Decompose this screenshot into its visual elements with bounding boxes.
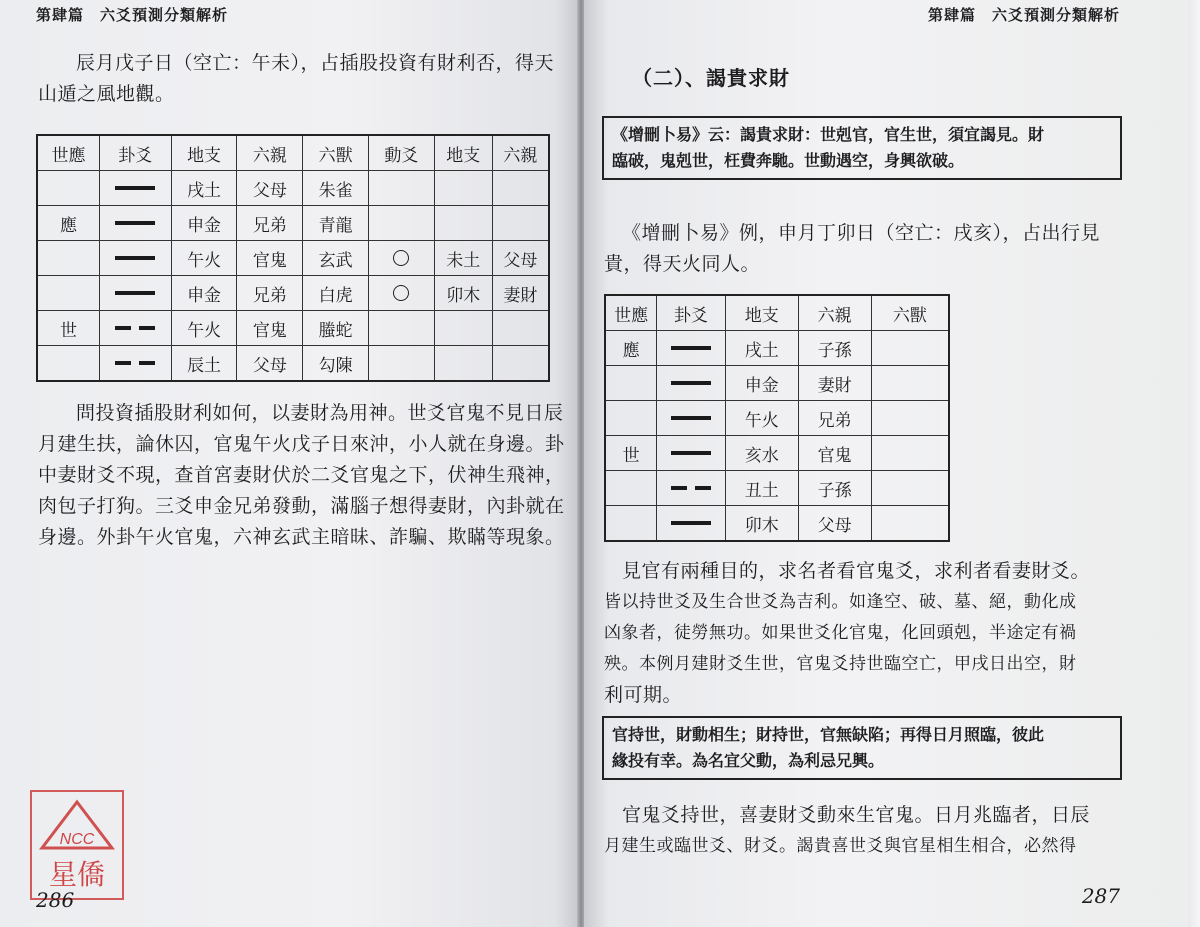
table-row (605, 366, 949, 401)
table-cell (605, 506, 657, 542)
yin-line-icon (671, 486, 711, 490)
page-number: 287 (1081, 884, 1120, 908)
svg-text:星僑: 星僑 (48, 858, 106, 891)
table-cell (434, 311, 492, 346)
table-cell: 戌土 (171, 171, 237, 206)
table-cell: 父母 (237, 346, 303, 382)
yang-line-icon (115, 256, 155, 260)
table-cell (37, 346, 99, 382)
table-cell (871, 401, 949, 436)
table-cell: 丑土 (725, 471, 798, 506)
text-line: 中妻財爻不現，查首宮妻財伏於二爻官鬼之下，伏神生飛神， (38, 464, 565, 486)
table-cell: 妻財 (492, 276, 549, 311)
table-cell (871, 436, 949, 471)
table-cell (368, 206, 434, 241)
publisher-stamp (30, 790, 124, 900)
page-number: 286 (36, 888, 75, 912)
stamp-logo (32, 792, 122, 898)
table-row (605, 436, 949, 471)
table-row (37, 346, 549, 382)
running-header: 第肆篇 六爻預測分類解析 (927, 6, 1120, 24)
table-cell: 妻財 (798, 366, 871, 401)
hexagram-table (36, 134, 550, 382)
table-cell: 兄弟 (237, 206, 303, 241)
table-cell: 兄弟 (798, 401, 871, 436)
moving-line-cell (368, 241, 434, 276)
table-row (37, 171, 549, 206)
hexagram-table (604, 294, 950, 542)
table-cell: 戌土 (725, 331, 798, 366)
table-cell (492, 346, 549, 382)
table-cell: 申金 (171, 276, 237, 311)
column-header: 世應 (605, 295, 657, 331)
table-cell (871, 471, 949, 506)
table-cell: 未土 (434, 241, 492, 276)
table-cell: 應 (605, 331, 657, 366)
text-line: 官持世，財動相生；財持世，官無缺陷；再得日月照臨，彼此 (612, 725, 1045, 744)
analysis-paragraph (604, 556, 1142, 711)
text-line: 身邊。外卦午火官鬼，六神玄武主暗昧、詐騙、欺瞞等現象。 (38, 526, 565, 548)
table-cell: 白虎 (303, 276, 369, 311)
table-cell: 午火 (171, 241, 237, 276)
yang-line-icon (657, 506, 726, 542)
table-cell (37, 241, 99, 276)
table-cell: 官鬼 (237, 241, 303, 276)
yang-line-icon (657, 331, 726, 366)
table-cell (434, 206, 492, 241)
yin-line-icon (657, 471, 726, 506)
left-page (0, 0, 578, 927)
text-line: 皆以持世爻及生合世爻為吉利。如逢空、破、墓、絕，動化成 (604, 592, 1077, 612)
text-line: 利可期。 (604, 684, 683, 706)
table-cell: 午火 (725, 401, 798, 436)
table-cell: 世 (605, 436, 657, 471)
table-row (37, 241, 549, 276)
table-cell: 官鬼 (798, 436, 871, 471)
yin-line-icon (115, 326, 155, 330)
table-cell: 子孫 (798, 471, 871, 506)
table-cell (368, 346, 434, 382)
moving-line-circle-icon (393, 250, 409, 266)
table-row (37, 276, 549, 311)
text-line: 《增刪卜易》例，申月丁卯日（空亡：戌亥），占出行見 (622, 222, 1101, 244)
table-cell: 玄武 (303, 241, 369, 276)
example-paragraph (604, 218, 1142, 280)
table-cell (871, 331, 949, 366)
quote-box (602, 116, 1122, 180)
yang-line-icon (671, 451, 711, 455)
table-cell: 官鬼 (237, 311, 303, 346)
table-row (605, 506, 949, 542)
column-header: 地支 (434, 135, 492, 171)
table-cell: 螣蛇 (303, 311, 369, 346)
text-line: 緣投有幸。為名宜父動，為利忌兄興。 (612, 751, 885, 770)
table-cell (37, 276, 99, 311)
column-header: 六獸 (871, 295, 949, 331)
column-header: 地支 (725, 295, 798, 331)
yin-line-icon (115, 361, 155, 365)
table-cell (434, 346, 492, 382)
column-header: 世應 (37, 135, 99, 171)
text-line: 貴，得天火同人。 (604, 253, 761, 275)
table-cell: 卯木 (434, 276, 492, 311)
yang-line-icon (99, 206, 171, 241)
table-cell: 亥水 (725, 436, 798, 471)
table-cell: 青龍 (303, 206, 369, 241)
column-header: 地支 (171, 135, 237, 171)
table-cell (434, 171, 492, 206)
table-row (605, 331, 949, 366)
table-cell (492, 311, 549, 346)
column-header: 六親 (798, 295, 871, 331)
text-line: 見官有兩種目的，求名者看官鬼爻，求利者看妻財爻。 (622, 560, 1091, 582)
yang-line-icon (657, 401, 726, 436)
yang-line-icon (657, 366, 726, 401)
table-cell (871, 506, 949, 542)
table-cell (871, 366, 949, 401)
yang-line-icon (671, 346, 711, 350)
table-cell: 世 (37, 311, 99, 346)
table-cell: 勾陳 (303, 346, 369, 382)
table-header-row (37, 135, 549, 171)
text-line: 官鬼爻持世，喜妻財爻動來生官鬼。日月兆臨者，日辰 (622, 804, 1091, 826)
table-cell: 父母 (492, 241, 549, 276)
column-header: 六親 (492, 135, 549, 171)
table-cell: 辰土 (171, 346, 237, 382)
table-cell (605, 366, 657, 401)
table-cell (605, 471, 657, 506)
yang-line-icon (99, 276, 171, 311)
table-cell: 朱雀 (303, 171, 369, 206)
text-line: 問投資插股財利如何，以妻財為用神。世爻官鬼不見日辰 (76, 402, 564, 424)
column-header: 六親 (237, 135, 303, 171)
closing-paragraph (604, 800, 1142, 862)
table-cell: 午火 (171, 311, 237, 346)
text-line: 殃。本例月建財爻生世，官鬼爻持世臨空亡，甲戌日出空，財 (604, 654, 1077, 674)
table-row (37, 206, 549, 241)
quote-box (602, 716, 1122, 780)
column-header: 動爻 (368, 135, 434, 171)
table-cell (368, 171, 434, 206)
section-title: （二）、謁貴求財 (632, 66, 790, 90)
table-row (605, 401, 949, 436)
table-cell: 父母 (798, 506, 871, 542)
table-cell (368, 311, 434, 346)
text-line: 臨破，鬼剋世，枉費奔馳。世動遇空，身興欲破。 (612, 151, 965, 170)
yang-line-icon (99, 171, 171, 206)
table-row (37, 311, 549, 346)
table-cell (37, 171, 99, 206)
table-cell: 卯木 (725, 506, 798, 542)
table-cell: 子孫 (798, 331, 871, 366)
table-cell: 兄弟 (237, 276, 303, 311)
table-cell (492, 206, 549, 241)
moving-line-cell (368, 276, 434, 311)
yang-line-icon (99, 241, 171, 276)
column-header: 卦爻 (657, 295, 726, 331)
text-line: 《增刪卜易》云：謁貴求財：世剋官，官生世，須宜謁見。財 (612, 125, 1045, 144)
intro-paragraph (38, 48, 566, 110)
yang-line-icon (671, 521, 711, 525)
table-cell: 申金 (171, 206, 237, 241)
text-line: 凶象者，徒勞無功。如果世爻化官鬼，化回頭剋，半途定有禍 (604, 623, 1077, 643)
text-line: 月建生或臨世爻、財爻。謁貴喜世爻與官星相生相合，必然得 (604, 836, 1077, 856)
yang-line-icon (115, 291, 155, 295)
yin-line-icon (99, 311, 171, 346)
yang-line-icon (671, 416, 711, 420)
text-line: 辰月戊子日（空亡：午未），占插股投資有財利否，得天 (76, 52, 555, 74)
yang-line-icon (115, 186, 155, 190)
yin-line-icon (99, 346, 171, 382)
svg-text:NCC: NCC (59, 831, 95, 848)
table-header-row (605, 295, 949, 331)
table-cell: 父母 (237, 171, 303, 206)
text-line: 山遁之風地觀。 (38, 83, 175, 105)
text-line: 肉包子打狗。三爻申金兄弟發動，滿腦子想得妻財，內卦就在 (38, 495, 565, 517)
moving-line-circle-icon (393, 285, 409, 301)
yang-line-icon (657, 436, 726, 471)
right-page (584, 0, 1200, 927)
column-header: 六獸 (303, 135, 369, 171)
yang-line-icon (115, 221, 155, 225)
analysis-paragraph (38, 398, 566, 553)
table-cell (605, 401, 657, 436)
yang-line-icon (671, 381, 711, 385)
table-cell: 應 (37, 206, 99, 241)
running-header: 第肆篇 六爻預測分類解析 (36, 6, 229, 24)
table-cell: 申金 (725, 366, 798, 401)
text-line: 月建生扶，論休囚，官鬼午火戊子日來沖，小人就在身邊。卦 (38, 433, 565, 455)
table-row (605, 471, 949, 506)
table-cell (492, 171, 549, 206)
column-header: 卦爻 (99, 135, 171, 171)
